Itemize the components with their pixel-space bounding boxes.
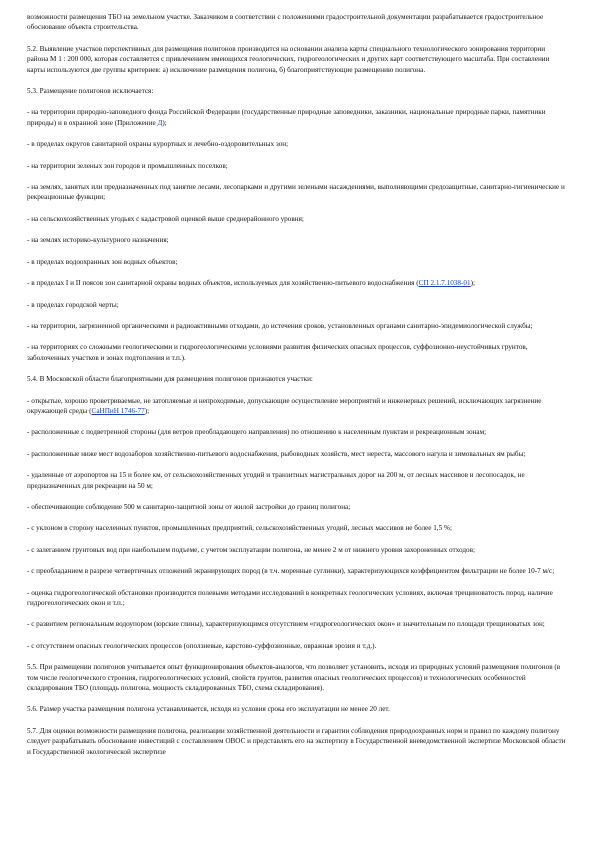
paragraph xyxy=(27,182,568,203)
paragraph-text: - в пределах городской черты; xyxy=(27,300,119,309)
paragraph xyxy=(27,566,568,576)
paragraph-text: - на территории природно-заповедного фонда Российской Федерации (государственные природные заповедники, заказники, национальные природные парки, памятники природы) и в охранной зоне (Приложение xyxy=(27,108,546,127)
paragraph-text: - с преобладанием в разрезе четвертичных отложений экранирующих пород (в т.ч. моренные суглинки), характеризующихся коэффициентом фильтрации не более 10-7 м/с; xyxy=(27,567,555,576)
paragraph-text: - в пределах I и II поясов зон санитарной охраны водных объектов, используемых для хозяйственно-питьевого водоснабжения ( xyxy=(27,279,419,288)
paragraph-text: 5.5. При размещении полигонов учитывается опыт функционирования объектов-аналогов, что позволяет установить, исходя из природных условий размещения полигонов (в том числе геологического строения, гидрогеологических условий, свойств грунтов, развития опасных геологических процессов) и технологических особенностей складирования ТБО (площадь полигона, мощность складированных ТБО, схема складирования). xyxy=(27,663,561,693)
reference-link[interactable]: Д xyxy=(157,118,163,127)
paragraph xyxy=(27,449,568,459)
paragraph xyxy=(27,523,568,533)
paragraph xyxy=(27,12,568,33)
paragraph xyxy=(27,374,568,384)
paragraph xyxy=(27,396,568,417)
reference-link[interactable]: СП 2.1.7.1038-01 xyxy=(418,279,471,288)
paragraph-text-tail: ); xyxy=(162,118,167,127)
paragraph xyxy=(27,107,568,128)
paragraph xyxy=(27,470,568,491)
paragraph xyxy=(27,139,568,149)
paragraph-text: - на землях, занятых или предназначенных под занятие лесами, лесопарками и другими зелеными насаждениями, выполняющими средозащитные, санитарно-гигиенические и рекреационные функции; xyxy=(27,183,565,202)
document-body xyxy=(27,12,568,768)
paragraph-text: 5.7. Для оценки возможности размещения полигона, реализации хозяйственной деятельности и гарантии соблюдения природоохранных норм и правил по каждому полигону следует разрабатывать обоснование инвестиций с составлением ОВОС и представлять его на экспертизу в Государственной вневедомственной экспертизе Московской области и Государственной экологической экспертизе xyxy=(27,726,566,756)
paragraph xyxy=(27,161,568,171)
paragraph-text: - открытые, хорошо проветриваемые, не затопляемые и непроходимые, допускающие осуществление мероприятий и инженерных решений, исключающих загрязнение окружающей среды ( xyxy=(27,396,542,415)
paragraph-text: - обеспечивающие соблюдение 500 м санитарно-защитной зоны от жилой застройки до границ полигона; xyxy=(27,502,351,511)
paragraph-text: - на сельскохозяйственных угодьях с кадастровой оценкой выше среднерайонного уровня; xyxy=(27,214,304,223)
paragraph-text: 5.4. В Московской области благоприятными для размещения полигонов признаются участки: xyxy=(27,375,313,384)
paragraph-text: 5.2. Выявление участков перспективных для размещения полигонов производится на основании анализа карты специального технологического зонирования территории района М 1 : 200 000, которая составляется с привлечением имеющихся геологических, гидрогеологических и других карт соответствующего масштаба. При составлении карты используются две группы критериев: а) исключение размещения полигона, б) благоприятствующие размещению полигона. xyxy=(27,44,550,74)
paragraph-text: - расположенные с подветренной стороны (для ветров преобладающего направления) по отношению к населенным пунктам и рекреационным зонам; xyxy=(27,428,487,437)
paragraph xyxy=(27,342,568,363)
paragraph-text: - в пределах водоохранных зон водных объектов; xyxy=(27,257,178,266)
paragraph-text: возможности размещения ТБО на земельном участке. Заказчиком в соответствии с положениями градостроительной документации разрабатывается градостроительное обоснование объекта строительства. xyxy=(27,13,544,32)
paragraph xyxy=(27,502,568,512)
paragraph-text: 5.3. Размещение полигонов исключается: xyxy=(27,87,154,96)
paragraph xyxy=(27,86,568,96)
paragraph xyxy=(27,321,568,331)
paragraph xyxy=(27,641,568,651)
paragraph xyxy=(27,427,568,437)
paragraph-text: - на территории зеленых зон городов и промышленных поселков; xyxy=(27,161,228,170)
paragraph-text: - на территориях со сложными геологическими и гидрогеологическими условиями развития физических опасных процессов, суффозионно-неустойчивых грунтов, заболоченных участков и зонах подтопления и т.п.). xyxy=(27,343,528,362)
paragraph-text: - с залеганием грунтовых вод при наибольшем подъеме, с учетом эксплуатации полигона, не менее 2 м от нижнего уровня захороненных отходов; xyxy=(27,545,476,554)
paragraph xyxy=(27,300,568,310)
paragraph xyxy=(27,545,568,555)
paragraph-text-tail: ); xyxy=(470,279,475,288)
paragraph xyxy=(27,257,568,267)
paragraph xyxy=(27,588,568,609)
paragraph xyxy=(27,278,568,288)
paragraph xyxy=(27,235,568,245)
paragraph-text: - с отсутствием опасных геологических процессов (оползневые, карстово-суффозионные, овражная эрозия и т.д.). xyxy=(27,641,377,650)
paragraph-text: - на землях историко-культурного назначения; xyxy=(27,236,169,245)
paragraph xyxy=(27,619,568,629)
paragraph-text: - с уклоном в сторону населенных пунктов, промышленных предприятий, сельскохозяйственных угодий, лесных массивов не более 1,5 %; xyxy=(27,524,452,533)
paragraph-text: - расположенные ниже мест водозаборов хозяйственно-питьевого водоснабжения, рыбоводных хозяйств, мест нереста, массового нагула и зимовальных ям рыбы; xyxy=(27,449,526,458)
paragraph-text: - удаленные от аэропортов на 15 и более км, от сельскохозяйственных угодий и транзитных магистральных дорог на 200 м, от лесных массивов и лесопосадок, не предназначенных для рекреации на 50 м; xyxy=(27,471,525,490)
reference-link[interactable]: СаНПиН 1746-77 xyxy=(91,406,145,415)
paragraph xyxy=(27,704,568,714)
paragraph-text: - в пределах округов санитарной охраны курортных и лечебно-оздоровительных зон; xyxy=(27,140,289,149)
paragraph xyxy=(27,44,568,75)
paragraph-text-tail: ); xyxy=(144,406,150,415)
paragraph xyxy=(27,214,568,224)
paragraph xyxy=(27,662,568,693)
paragraph-text: 5.6. Размер участка размещения полигона устанавливается, исходя из условия срока его эксплуатации не менее 20 лет. xyxy=(27,705,390,714)
paragraph xyxy=(27,726,568,757)
paragraph-text: - оценка гидрогеологической обстановки производится полевыми методами исследований в конкретных геологических условиях, включая трещиноватость пород, наличие гидрогеологических окон и т.п.; xyxy=(27,588,553,607)
paragraph-text: - на территории, загрязненной органическими и радиоактивными отходами, до истечения сроков, установленных органами санитарно-эпидемиологической службы; xyxy=(27,321,533,330)
paragraph-text: - с развитием региональным водоупором (юрские глины), характеризующимся отсутствием «гидрогеологических окон» и значительным по площади трещиноватых зон; xyxy=(27,620,545,629)
